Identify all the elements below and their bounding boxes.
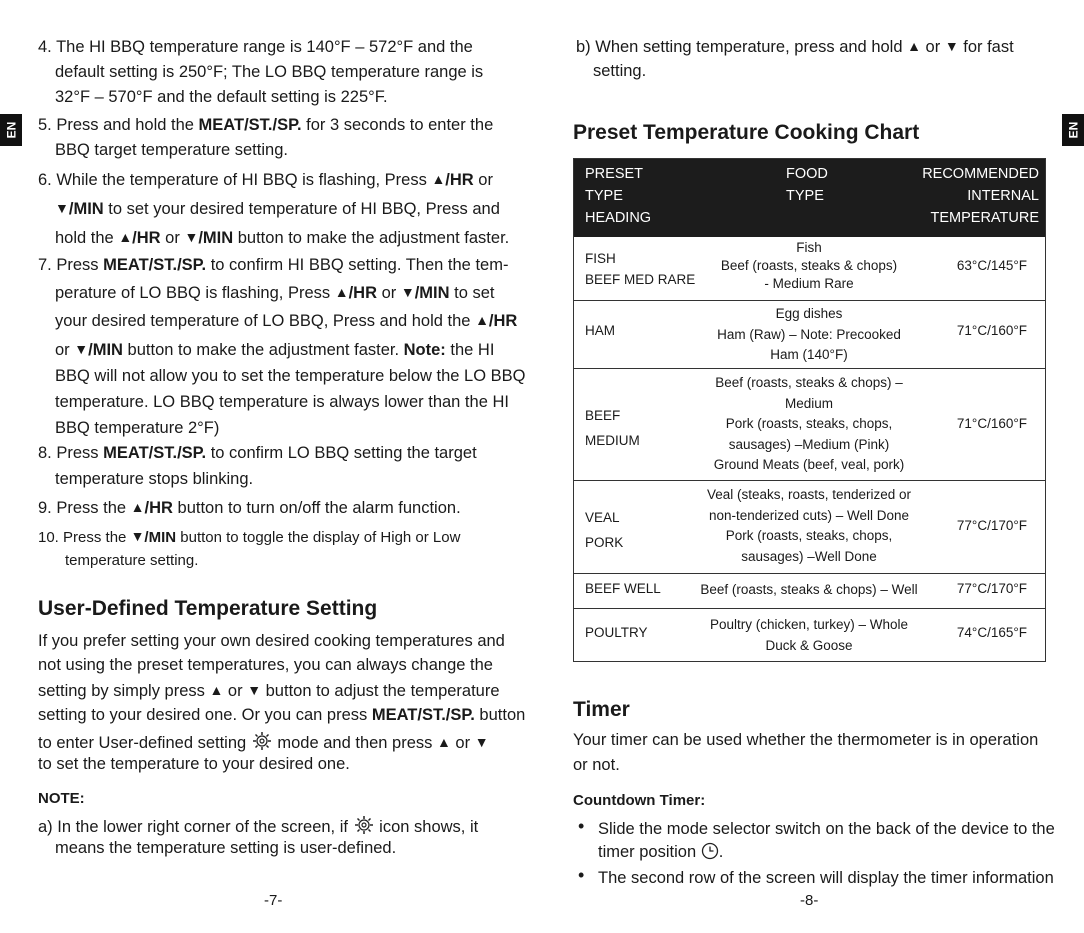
text: for fast <box>958 38 1014 56</box>
food-text: non-tenderized cuts) – Well Done <box>708 507 910 523</box>
min-button-label: /MIN <box>88 341 123 359</box>
food-text: - Medium Rare <box>764 276 854 291</box>
text: for 3 seconds to enter the <box>301 116 494 134</box>
timer-paragraph-line-2: or not. <box>573 756 620 774</box>
user-paragraph-line-4 <box>38 705 525 725</box>
up-triangle-icon: ▲ <box>334 284 349 300</box>
text: icon shows, it <box>374 818 479 836</box>
text: or <box>160 229 180 247</box>
timer-paragraph-line-1: Your timer can be used whether the thermometer is in operation <box>573 731 1039 749</box>
food-cell <box>684 485 934 567</box>
up-triangle-icon: ▲ <box>907 38 921 54</box>
user-paragraph-line-6: to set the temperature to your desired one. <box>38 755 350 773</box>
item-4-line-2: default setting is 250°F; The LO BBQ temperature range is <box>55 63 484 81</box>
item-4-line-1 <box>38 37 473 57</box>
food-text: Beef (roasts, steaks & chops) – <box>715 375 903 390</box>
page-number-left: -7- <box>264 892 283 909</box>
bullet-1-line-1: Slide the mode selector switch on the back of the device to the <box>598 820 1055 838</box>
hr-button-label: /HR <box>348 284 377 302</box>
table-header <box>574 159 1045 237</box>
bullet-dot: • <box>578 816 585 836</box>
preset-cell <box>585 625 648 640</box>
item-7-line-6: temperature. LO BBQ temperature is always lower than the HI <box>55 393 509 411</box>
timer-heading: Timer <box>573 698 630 721</box>
item-7-line-3 <box>55 311 517 331</box>
user-paragraph-line-5 <box>38 731 489 753</box>
min-button-label: /MIN <box>68 200 104 218</box>
item-7-line-2 <box>55 283 495 303</box>
text: button to make the adjustment faster. <box>233 229 510 247</box>
hr-button-label: /HR <box>488 312 518 330</box>
clock-icon <box>701 842 719 860</box>
preset-text: BEEF <box>585 408 621 423</box>
header-text: TYPE <box>786 188 824 204</box>
text: to set your desired temperature of HI BBQ, Press and <box>103 200 500 218</box>
text: to confirm HI BBQ setting. Then the tem- <box>206 256 509 274</box>
up-triangle-icon: ▲ <box>209 682 224 698</box>
preset-text: BEEF MED RARE <box>585 272 696 287</box>
food-cell <box>684 615 934 656</box>
food-text: Ham (Raw) – Note: Precooked <box>717 326 901 342</box>
item-6-line-3 <box>55 228 509 248</box>
note-b-line-2: setting. <box>593 62 647 80</box>
item-7-line-5: BBQ will not allow you to set the temperature below the LO BBQ <box>55 367 526 385</box>
preset-cell <box>585 581 661 596</box>
text: Press <box>56 256 104 274</box>
note-b-line-1 <box>576 37 1014 57</box>
food-text: Egg dishes <box>775 306 843 321</box>
food-text: Veal (steaks, roasts, tenderized or <box>706 487 912 502</box>
meat-button-label: MEAT/ST./SP. <box>371 706 475 724</box>
text: Press the <box>56 499 131 517</box>
item-8-line-1 <box>38 443 477 463</box>
food-text: Beef (roasts, steaks & chops) <box>720 258 898 273</box>
table-row <box>574 480 1045 573</box>
table-row <box>574 368 1045 480</box>
preset-text: FISH <box>585 251 616 266</box>
food-text: Ground Meats (beef, veal, pork) <box>713 457 905 472</box>
down-triangle-icon: ▼ <box>944 38 959 54</box>
food-cell <box>684 373 934 476</box>
item-4-line-3: 32°F – 570°F and the default setting is 225°F. <box>55 88 388 106</box>
text: button <box>474 706 526 724</box>
food-text: Ham (140°F) <box>770 347 848 362</box>
note-line-2: means the temperature setting is user-defined. <box>55 839 397 857</box>
hr-button-label: /HR <box>132 229 161 247</box>
down-triangle-icon: ▼ <box>130 528 145 544</box>
food-text: Duck & Goose <box>765 637 853 653</box>
item-6-line-2 <box>55 199 500 219</box>
header-text: RECOMMENDED <box>922 166 1039 182</box>
text: your desired temperature of LO BBQ, Press and hold the <box>55 312 476 330</box>
text: b) When setting temperature, press and hold <box>576 38 908 56</box>
header-text: TYPE <box>585 188 623 204</box>
down-triangle-icon: ▼ <box>247 682 262 698</box>
text: or <box>920 38 945 56</box>
temp-cell: 71°C/160°F <box>956 323 1027 338</box>
item-text: The HI BBQ temperature range is 140°F – 572°F and the <box>56 38 473 56</box>
item-number: 10. <box>38 529 59 546</box>
meat-button-label: MEAT/ST./SP. <box>198 116 302 134</box>
gear-icon <box>353 815 375 835</box>
item-5-line-2: BBQ target temperature setting. <box>55 141 288 159</box>
food-cell <box>684 580 934 601</box>
item-5-line-1 <box>38 115 493 135</box>
item-number: 7. <box>38 256 52 274</box>
item-9-line-1 <box>38 498 461 518</box>
table-row <box>574 573 1045 608</box>
item-7-line-4 <box>55 340 494 360</box>
user-paragraph-line-3 <box>38 681 500 701</box>
item-7-line-1 <box>38 255 508 275</box>
down-triangle-icon: ▼ <box>184 229 199 245</box>
gear-icon <box>251 731 273 751</box>
text: to confirm LO BBQ setting the target <box>206 444 477 462</box>
text: or <box>377 284 397 302</box>
down-triangle-icon: ▼ <box>74 341 89 357</box>
hr-button-label: /HR <box>144 499 173 517</box>
up-triangle-icon: ▲ <box>475 312 489 328</box>
note-heading: NOTE: <box>38 790 85 807</box>
text: a) In the lower right corner of the screen, if <box>38 818 353 836</box>
text: While the temperature of HI BBQ is flashing, Press <box>56 171 432 189</box>
table-row <box>574 608 1045 661</box>
down-triangle-icon: ▼ <box>474 734 489 750</box>
text: button to toggle the display of High or Low <box>176 529 461 546</box>
language-tab-right <box>1062 114 1084 146</box>
header-text: TEMPERATURE <box>930 210 1039 226</box>
user-paragraph-line-1: If you prefer setting your own desired cooking temperatures and <box>38 632 505 650</box>
food-text: sausages) –Well Done <box>741 548 877 564</box>
meat-button-label: MEAT/ST./SP. <box>103 444 207 462</box>
up-triangle-icon: ▲ <box>130 499 145 515</box>
down-triangle-icon: ▼ <box>400 284 415 300</box>
up-triangle-icon: ▲ <box>118 229 133 245</box>
up-triangle-icon: ▲ <box>436 734 451 750</box>
item-number: 8. <box>38 444 52 462</box>
text: to set <box>449 284 495 302</box>
temp-cell: 71°C/160°F <box>956 416 1027 431</box>
countdown-heading: Countdown Timer: <box>573 792 706 809</box>
chart-heading: Preset Temperature Cooking Chart <box>573 121 920 144</box>
min-button-label: /MIN <box>144 529 177 546</box>
text: or <box>450 734 475 752</box>
up-triangle-icon: ▲ <box>431 171 446 187</box>
note-label: Note: <box>403 341 446 359</box>
food-cell <box>684 304 934 366</box>
item-number: 6. <box>38 171 52 189</box>
table-row <box>574 300 1045 368</box>
down-triangle-icon: ▼ <box>55 200 69 216</box>
header-col-temperature <box>922 163 1039 229</box>
preset-text: POULTRY <box>585 625 648 640</box>
text: or <box>223 682 248 700</box>
preset-text: HAM <box>585 323 615 338</box>
text: button to make the adjustment faster. <box>122 341 404 359</box>
item-6-line-1 <box>38 170 493 190</box>
text: the HI <box>445 341 495 359</box>
header-text: INTERNAL <box>967 188 1039 204</box>
food-text: Poultry (chicken, turkey) – Whole <box>709 617 909 632</box>
user-defined-heading: User-Defined Temperature Setting <box>38 597 378 620</box>
temp-cell: 77°C/170°F <box>956 581 1027 596</box>
meat-button-label: MEAT/ST./SP. <box>103 256 207 274</box>
item-number: 5. <box>38 116 52 134</box>
item-number: 4. <box>38 38 52 56</box>
bullet-dot: • <box>578 865 585 885</box>
food-text: Medium <box>784 395 833 411</box>
language-tab-label: EN <box>3 121 18 139</box>
temp-cell: 74°C/165°F <box>956 625 1027 640</box>
table-row <box>574 237 1045 300</box>
language-tab-label: EN <box>1065 121 1080 139</box>
text: or <box>473 171 493 189</box>
item-10-line-2: temperature setting. <box>65 552 199 569</box>
note-line-1 <box>38 815 478 837</box>
text: perature of LO BBQ is flashing, Press <box>55 284 335 302</box>
food-cell <box>684 239 934 293</box>
preset-text: PORK <box>585 535 624 550</box>
text: to enter User-defined setting <box>38 734 251 752</box>
text: button to adjust the temperature <box>261 682 500 700</box>
header-text: FOOD <box>786 166 828 182</box>
preset-cell <box>585 248 695 290</box>
header-text: HEADING <box>585 210 652 226</box>
header-text: PRESET <box>585 166 644 182</box>
min-button-label: /MIN <box>198 229 234 247</box>
item-8-line-2: temperature stops blinking. <box>55 470 254 488</box>
text: setting by simply press <box>38 682 210 700</box>
text: mode and then press <box>272 734 437 752</box>
item-number: 9. <box>38 499 52 517</box>
text: timer position <box>598 843 701 861</box>
preset-text: BEEF WELL <box>585 581 661 596</box>
item-10-line-1 <box>38 527 460 548</box>
text: hold the <box>55 229 119 247</box>
item-7-line-7: BBQ temperature 2°F) <box>55 419 220 437</box>
bullet-1-line-2: timer position . <box>598 843 724 861</box>
header-col-food <box>786 163 828 207</box>
text: Press and hold the <box>56 116 199 134</box>
min-button-label: /MIN <box>414 284 450 302</box>
food-text: Pork (roasts, steaks, chops, <box>725 528 893 543</box>
preset-text: MEDIUM <box>585 433 640 448</box>
preset-cell <box>585 323 615 338</box>
temp-cell: 63°C/145°F <box>956 258 1027 273</box>
food-text: Beef (roasts, steaks & chops) – Well <box>700 582 918 597</box>
text: Press the <box>63 529 131 546</box>
user-paragraph-line-2: not using the preset temperatures, you can always change the <box>38 656 493 674</box>
food-text: Fish <box>796 240 822 255</box>
text: setting to your desired one. Or you can press <box>38 706 372 724</box>
hr-button-label: /HR <box>445 171 474 189</box>
preset-text: VEAL <box>585 510 620 525</box>
preset-cell <box>585 505 623 555</box>
language-tab-left <box>0 114 22 146</box>
food-text: sausages) –Medium (Pink) <box>728 436 890 452</box>
text: button to turn on/off the alarm function. <box>172 499 461 517</box>
preset-cell <box>585 403 640 453</box>
cooking-chart-table <box>573 158 1046 662</box>
text: or <box>55 341 75 359</box>
temp-cell: 77°C/170°F <box>956 518 1027 533</box>
page-number-right: -8- <box>800 892 819 909</box>
bullet-2-line-1: The second row of the screen will display the timer information <box>598 869 1054 887</box>
header-col-preset <box>585 163 651 229</box>
text: Press <box>56 444 104 462</box>
food-text: Pork (roasts, steaks, chops, <box>725 416 893 431</box>
